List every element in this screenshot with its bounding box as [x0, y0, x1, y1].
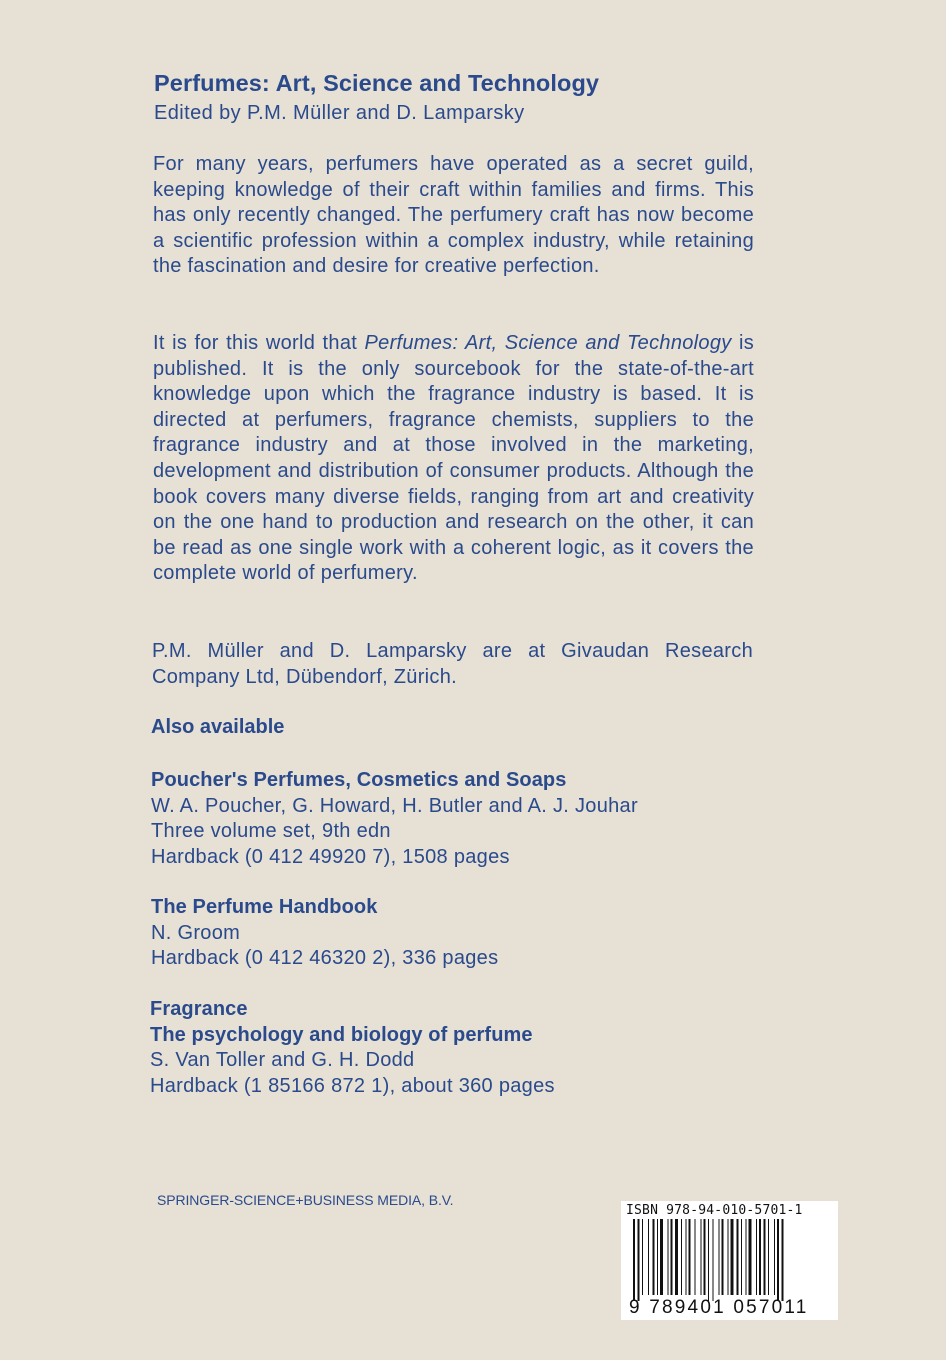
- barcode-bar: [719, 1219, 720, 1295]
- barcode-bar: [782, 1219, 784, 1301]
- barcode-bar: [759, 1219, 761, 1295]
- barcode-bar: [695, 1219, 696, 1295]
- barcode-bar: [704, 1219, 706, 1295]
- editors-affiliation: P.M. Müller and D. Lamparsky are at Givaudan Research Company Ltd, Dübendorf, Zürich.: [152, 640, 753, 688]
- barcode-bar: [722, 1219, 724, 1295]
- barcode-bar: [708, 1219, 709, 1301]
- description-paragraph-2: [153, 331, 754, 587]
- barcode-bar: [777, 1219, 779, 1301]
- related-book-title: Fragrance: [150, 998, 248, 1020]
- isbn-label: ISBN 978-94-010-5701-1: [626, 1203, 803, 1218]
- barcode-bars: [621, 1219, 838, 1309]
- description-paragraph-1: For many years, perfumers have operated as a secret guild, keeping knowledge of their craft within families and firms. This has only recently changed. The perfumery craft has now become a scientific profession within a complex industry, while retaining the fascination and desire for creative perfection.: [153, 153, 754, 278]
- related-book-title: The Perfume Handbook: [151, 896, 378, 918]
- barcode-bar: [689, 1219, 691, 1295]
- barcode-bar: [648, 1219, 649, 1295]
- also-available-heading: Also available: [151, 716, 285, 738]
- barcode-bar: [653, 1219, 655, 1295]
- barcode-bar: [774, 1219, 775, 1295]
- related-book-authors: S. Van Toller and G. H. Dodd: [150, 1049, 415, 1072]
- barcode-bar: [686, 1219, 687, 1295]
- isbn-barcode: [621, 1201, 838, 1320]
- related-book: [150, 997, 555, 1099]
- publisher-name: SPRINGER-SCIENCE+BUSINESS MEDIA, B.V.: [157, 1192, 454, 1208]
- barcode-bar: [731, 1219, 734, 1295]
- barcode-bar: [768, 1219, 769, 1295]
- barcode-bar: [746, 1219, 747, 1295]
- barcode-bar: [728, 1219, 729, 1295]
- para2-suffix: is published. It is the only sourcebook for the state-of-the-art knowledge upon which the fragrance industry is based. It is directed at perfumers, fragrance chemists, suppliers to the fragrance industry and at those involved in the marketing, development and distribution of consumer products. Although the book covers many diverse fields, ranging from art and creativity on the one hand to production and research on the other, it can be read as one single work with a coherent logic, as it covers the complete world of perfumery.: [153, 332, 754, 585]
- barcode-bar: [756, 1219, 757, 1295]
- barcode-bar: [660, 1219, 663, 1295]
- related-book-format: Hardback (0 412 46320 2), 336 pages: [151, 947, 499, 970]
- related-book-authors: N. Groom: [151, 921, 241, 944]
- related-book: [151, 895, 498, 972]
- barcode-bar: [737, 1219, 739, 1295]
- related-book-format: Hardback (0 412 49920 7), 1508 pages: [151, 845, 510, 868]
- barcode-bar: [642, 1219, 643, 1295]
- related-book-title: Poucher's Perfumes, Cosmetics and Soaps: [151, 769, 567, 791]
- related-book-edition: Three volume set, 9th edn: [151, 820, 391, 843]
- barcode-bar: [764, 1219, 766, 1295]
- barcode-digits: 9 789401 057011: [629, 1297, 809, 1318]
- editors-line: Edited by P.M. Müller and D. Lamparsky: [154, 102, 525, 124]
- barcode-bar: [741, 1219, 742, 1295]
- book-title-italic: Perfumes: Art, Science and Technology: [364, 332, 732, 354]
- related-book-authors: W. A. Poucher, G. Howard, H. Butler and A. J. Jouhar: [151, 794, 638, 817]
- barcode-bar: [668, 1219, 669, 1295]
- barcode-bar: [671, 1219, 673, 1295]
- para2-prefix: It is for this world that: [153, 332, 365, 354]
- barcode-bar: [749, 1219, 752, 1295]
- barcode-bar: [657, 1219, 658, 1295]
- related-book-subtitle: The psychology and biology of perfume: [150, 1023, 533, 1046]
- barcode-bar: [633, 1219, 635, 1301]
- barcode-bar: [638, 1219, 640, 1301]
- barcode-bar: [713, 1219, 714, 1301]
- related-book: [151, 768, 638, 870]
- barcode-bar: [681, 1219, 682, 1295]
- related-book-format: Hardback (1 85166 872 1), about 360 pages: [150, 1074, 555, 1097]
- barcode-bar: [701, 1219, 702, 1295]
- barcode-bar: [675, 1219, 678, 1295]
- book-title: Perfumes: Art, Science and Technology: [154, 70, 600, 96]
